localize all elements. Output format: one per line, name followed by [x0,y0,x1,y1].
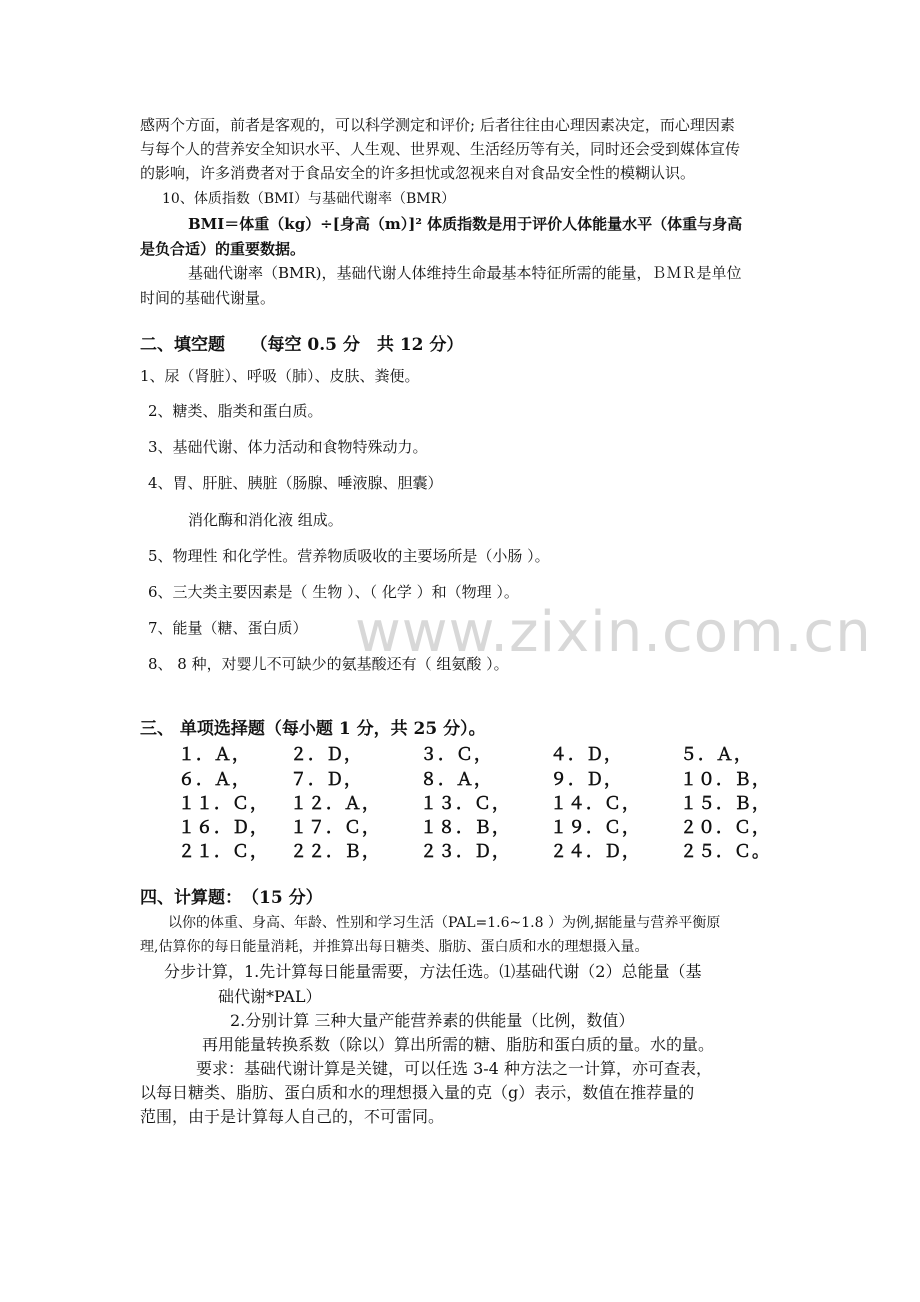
choice-answer: ８．Ａ， [420,770,492,790]
choice-answer: ２２．Ｂ， [290,842,380,862]
choice-answer: ５．Ａ， [680,745,752,765]
choice-answer: ２４．Ｄ， [550,842,640,862]
choice-answer: ２３．Ｄ， [420,842,510,862]
section4-heading: 四、计算题： （15 分） [140,888,323,908]
choice-answer: ３．Ｃ， [420,745,492,765]
fill-answer-item: 消化酶和消化液 组成。 [188,511,343,529]
fill-answer-item: 4、胃、肝脏、胰脏（肠腺、唾液腺、胆囊） [148,474,443,492]
watermark: www.zixin.com.cn [355,600,872,665]
choice-answer: ２．Ｄ， [290,745,362,765]
requirement-line: 范围，由于是计算每人自己的，不可雷同。 [140,1107,445,1126]
fill-answer-item: 8、 8 种，对婴儿不可缺少的氨基酸还有（ 组氨酸 ）。 [148,655,509,673]
choice-answer: １２．Ａ， [290,794,380,814]
choice-answer: ９．Ｄ， [550,770,622,790]
choice-answer: ２１．Ｃ， [178,842,268,862]
choice-answer: ４．Ｄ， [550,745,622,765]
fill-answer-item: 2、糖类、脂类和蛋白质。 [148,402,323,420]
answer-step-line: 分步计算，1.先计算每日能量需要，方法任选。⑴基础代谢（2）总能量（基 [164,962,702,981]
section2-heading: 二、填空题 （每空 0.5 分 共 12 分） [140,335,464,355]
answer-step-line: 础代谢*PAL） [218,987,322,1006]
bmi-formula-line: 是负合适）的重要数据。 [140,240,306,258]
answer-step-line: 2.分别计算 三种大量产能营养素的供能量（比例，数值） [230,1011,635,1030]
answer-step-line: 再用能量转换系数（除以）算出所需的糖、脂肪和蛋白质的量。水的量。 [202,1035,715,1054]
choice-answer: １３．Ｃ， [420,794,510,814]
choice-answer: １５．Ｂ， [680,794,770,814]
bmr-definition-line: 基础代谢率（BMR)，基础代谢人体维持生命最基本特征所需的能量，ＢＭＲ是单位 [188,264,742,282]
choice-answer: ２５．Ｃ。 [680,842,770,862]
choice-answer: １．Ａ， [178,745,250,765]
paragraph-line: 与每个人的营养安全知识水平、人生观、世界观、生活经历等有关，同时还会受到媒体宣传 [140,140,741,158]
fill-answer-item: 3、基础代谢、体力活动和食物特殊动力。 [148,438,428,456]
question-text-line: 以你的体重、身高、年龄、性别和学习生活（PAL=1.6~1.8 ）为例,据能量与营养平衡原 [168,915,721,931]
requirement-line: 要求：基础代谢计算是关键，可以任选 3-4 种方法之一计算，亦可查表， [196,1059,712,1078]
choice-answer: １８．Ｂ， [420,818,510,838]
question-text-line: 理,估算你的每日能量消耗，并推算出每日糖类、脂肪、蛋白质和水的理想摄入量。 [140,939,649,955]
choice-answer: １０．Ｂ， [680,770,770,790]
item10-title: 10、体质指数（BMI）与基础代谢率（BMR） [162,191,456,207]
choice-answer: １６．Ｄ， [178,818,268,838]
choice-answer: １４．Ｃ， [550,794,640,814]
fill-answer-item: 1、尿（肾脏）、呼吸（肺）、皮肤、粪便。 [140,367,420,385]
choice-answer: ７．Ｄ， [290,770,362,790]
requirement-line: 以每日糖类、脂肪、蛋白质和水的理想摄入量的克（g）表示，数值在推荐量的 [140,1083,695,1102]
bmi-formula-line: BMI＝体重（kg）÷[身高（m）]² 体质指数是用于评价人体能量水平（体重与身高 [188,215,743,233]
paragraph-line: 的影响，许多消费者对于食品安全的许多担忧或忽视来自对食品安全性的模糊认识。 [140,164,696,182]
bmr-definition-line: 时间的基础代谢量。 [140,289,276,307]
fill-answer-item: 5、物理性 和化学性。营养物质吸收的主要场所是（小肠 ）。 [148,547,550,565]
choice-answer: ６．Ａ， [178,770,250,790]
choice-answer: １１．Ｃ， [178,794,268,814]
choice-answer: １９．Ｃ， [550,818,640,838]
choice-answer: ２０．Ｃ， [680,818,770,838]
paragraph-line: 感两个方面，前者是客观的，可以科学测定和评价; 后者往往由心理因素决定，而心理因素 [140,116,735,134]
fill-answer-item: 7、能量（糖、蛋白质） [148,619,308,637]
section3-heading: 三、 单项选择题（每小题 1 分，共 25 分）。 [140,719,486,739]
choice-answer: １７．Ｃ， [290,818,380,838]
fill-answer-item: 6、三大类主要因素是（ 生物 ）、（ 化学 ）和（物理 ）。 [148,583,519,601]
